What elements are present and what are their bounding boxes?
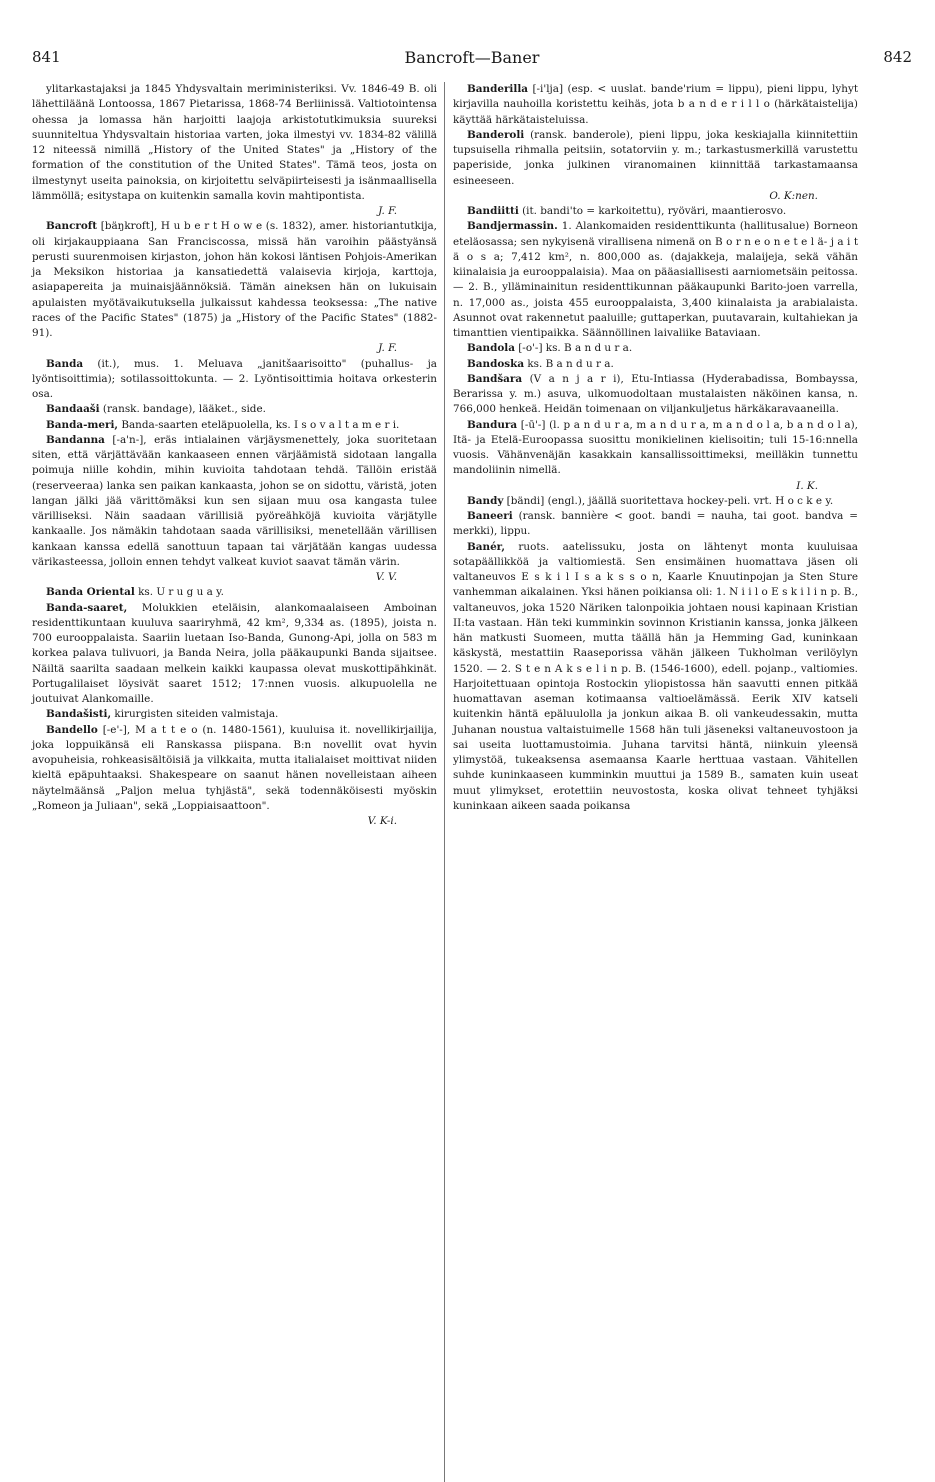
- headword: Banderoli: [467, 128, 525, 141]
- entry-banda-meri: Banda-meri, Banda-saarten eteläpuolella, ks. I s o v a l t a m e r i.: [46, 418, 400, 431]
- signature: J. F.: [378, 342, 397, 355]
- headword: Banér,: [467, 540, 506, 553]
- signature: I. K.: [796, 479, 818, 492]
- entry-banda: Banda (it.), mus. 1. Meluava „janitšaarisoitto" (puhallus- ja lyöntisoittimia); sotilassoittokunta. — 2. Lyöntisoittimia hoitava orkesterin osa.: [32, 357, 437, 400]
- entry-bandiitti: Bandiitti (it. bandi'to = karkoitettu), ryöväri, maantierosvo.: [467, 205, 787, 217]
- headword: Banda-meri,: [46, 418, 119, 431]
- headword: Bandura: [467, 418, 518, 431]
- headword: Bandjermassin.: [467, 220, 558, 233]
- signature: O. K:nen.: [769, 189, 818, 202]
- signature: V. V.: [375, 571, 397, 583]
- entry-bandoska: Bandoska ks. B a n d u r a.: [467, 357, 614, 370]
- running-title: Bancroft—Baner: [404, 48, 540, 67]
- left-column: [32, 82, 437, 829]
- headword: Bandy: [467, 494, 504, 507]
- signature: J. F.: [378, 205, 397, 217]
- headword: Banda Oriental: [46, 586, 135, 599]
- entry-bandura: Bandura [-ū'-] (l. p a n d u r a, m a n d u r a, m a n d o l a, b a n d o l a), Itä- ja Etelä-Euroopassa suosittu monikielinen kielisoitin; tuli 15-16:nnella vuosis. Vähänvenäjän kasakkain kansallissoittimeksi, meilläkin tunnettu mandoliinin nimellä.: [453, 418, 858, 477]
- entry-bandola: Bandola [-o'-] ks. B a n d u r a.: [467, 342, 633, 355]
- headword: Bandoska: [467, 357, 525, 370]
- entry-banderoli: Banderoli (ransk. banderole), pieni lippu, joka keskiajalla kiinnitettiin tupsuisella rihmalla peitsiin, sotatorviin y. m.; tarkastusmerkillä varustettu paperiside, jonka julkinen viranomainen kiinnittää tarkastamaansa esineeseen.: [453, 128, 858, 187]
- entry-bandaasi: Bandaaši (ransk. bandage), lääket., side.: [46, 403, 266, 416]
- entry-bandanna: Bandanna [-a'n-], eräs intialainen värjäysmenettely, joka suoritetaan siten, että värjättävään kankaaseen ennen värjäämistä sidotaan langalla poimuja niille kohdin, mihin kuvioita tahdotaan tehdä. Tällöin eristää (reserveeraa) lanka sen paikan kankaasta, johon se on sidottu, väristä, joten langan jälki jää värittömäksi kun sen sijaan muu osa kangasta tulee värilliseksi. Näin saadaan värillisiä pyöreähköjä kuvioita värjätylle kankaalle. Jos nämäkin tahdotaan saada värillisiksi, menetellään värillisen kankaan kanssa edellä sanottuun tapaan tai värjätään kangas uudessa värikasteessa, jolloin ennen tehdyt valkeat kuviot saavat tämän värin.: [32, 433, 437, 568]
- headword: Bandello: [46, 723, 98, 736]
- page-number-left: 841: [32, 48, 61, 66]
- headword: Banda-saaret,: [46, 601, 128, 614]
- headword: Bandola: [467, 342, 515, 355]
- entry-banderilla: Banderilla [-i'lja] (esp. < uuslat. bande'rium = lippu), pieni lippu, lyhyt kirjavilla nauhoilla koristettu keihäs, jota b a n d e r i l l o (härkätaistelija) käyttää härkätaisteluissa.: [453, 83, 858, 126]
- headword: Bandiitti: [467, 205, 519, 217]
- right-column: [453, 82, 858, 814]
- headword: Banderilla: [467, 83, 528, 95]
- headword: Bandaaši: [46, 403, 100, 416]
- entry-bandasisti: Bandašisti, kirurgisten siteiden valmistaja.: [46, 708, 279, 721]
- entry-bandsara: Bandšara (V a n j a r i), Etu-Intiassa (Hyderabadissa, Bombayssa, Berarissa y. m.) asuva, ulkomuodoltaan mustalaisten näköinen kansa, n. 766,000 henkeä. Heidän toimenaan on viljankuljetus härkäkaravaaneilla.: [453, 372, 858, 416]
- headword: Bandšara: [467, 372, 523, 385]
- entry-baneeri: Baneeri (ransk. bannière < goot. bandi = nauha, tai goot. bandva = merkki), lippu.: [453, 510, 858, 538]
- entry-bandy: Bandy [bändi] (engl.), jäällä suoritettava hockey-peli. vrt. H o c k e y.: [467, 494, 834, 507]
- entry-banda-saaret: Banda-saaret, Molukkien eteläisin, alankomaalaiseen Amboinan residenttikuntaan kuuluva saariryhmä, 42 km², 9,334 as. (1895), joista n. 700 eurooppalaista. Saariin luetaan Iso-Banda, Gunong-Api, jolla on 583 m korkea palava tulivuori, ja Banda Neira, jolla pääkaupunki Banda sijaitsee. Näiltä saarilta saadaan melkein kaikki kaupassa olevat muskottipähkinät. Portugalilaiset löysivät saaret 1512; 17:nnen vuosis. alkupuolella ne joutuivat Alankomaille.: [32, 601, 437, 705]
- entry-baner: Banér, ruots. aatelissuku, josta on lähtenyt monta kuuluisaa sotapäällikköä ja valtiomiestä. Sen ensimäinen huomattava jäsen oli valtaneuvos E s k i l I s a k s s o n, Kaarle Knuutinpojan ja Sten Sture vanhemman aikalainen. Yksi hänen poikiansa oli: 1. N i i l o E s k i l i n p. B., valtaneuvos, joka 1520 Näriken talonpoikia johtaen nousi kapinaan Kristian II:ta vastaan. Hän teki kumminkin sovinnon Kristianin kanssa, jonka jälkeen hän matkusti Suomeen, mutta täällä hän ja Hemming Gad, kuninkaan käskystä, mestattiin Raaseporissa vähän jälkeen Tukholman verilöylyn 1520. — 2. S t e n A k s e l i n p. B. (1546-1600), edell. pojanp., valtiomies. Harjoitettuaan opintoja Rostockin yliopistossa hän saavutti ennen pitkää huomattavan aseman kotimaansa valtioelämässä. Eerik XIV katseli kuitenkin häntä epäluulolla ja jonkun aikaa B. oli vankeudessakin, mutta Juhanan noustua valtaistuimelle 1568 hän tuli jäseneksi valtaneuvostoon ja sai useita luottamustoimia. Juhana tarvitsi häntä, niinkuin yleensä ylimystöä, tukeaksensa asemaansa Kaarle herttuaa vastaan. Vähitellen suhde kuninkaaseen kumminkin muuttui ja 1589 B., samaten kuin useat muut ylimykset, erotettiin neuvostosta, koska olivat tehneet tyhjäksi kuninkaan aikeen saada poikansa: [453, 540, 858, 812]
- entry-bancroft-george-cont: ylitarkastajaksi ja 1845 Yhdysvaltain meriministeriksi. Vv. 1846-49 B. oli lähettiläänä Lontoossa, 1867 Pietarissa, 1868-74 Berliinissä. Valtiotointensa ohessa ja lomassa hän harjoitti laajoja arkistotutkimuksia suureksi suunniteltua Yhdysvaltain historiaa varten, joka ilmestyi vv. 1834-82 välillä 12 niteessä nimillä „History of the United States" ja „History of the formation of the constitution of the United States". Tämä teos, josta on ilmestynyt useita painoksia, on kirjoitettu selväpiirteisesti ja isänmaallisella lämmöllä; esitystapa on kuitenkin samalla kovin mahtipontista.: [32, 83, 437, 202]
- entry-bandjermassin: Bandjermassin. 1. Alankomaiden residenttikunta (hallitusalue) Borneon eteläosassa; sen nykyisenä virallisena nimenä on B o r n e o n e t e l ä- j a i t ä o s a; 7,412 km², n. 800,000 as. (dajakkeja, malaijeja, sekä vähän kiinalaisia ja eurooppalaisia). Maa on pääasiallisesti aarniometsäin peitossa. — 2. B., ylläminainitun residenttikunnan pääkaupunki Barito-joen varrella, n. 17,000 as., joista 455 eurooppalaista, 3,400 kiinalaista ja arabialaista. Asunnot ovat rakennetut paaluille; guttaperkan, puutavarain, kultahiekan ja timanttien vientipaikka. Säännöllinen laivaliike Bataviaan.: [453, 220, 858, 339]
- headword: Bandašisti,: [46, 708, 112, 721]
- entry-bandello: Bandello [-e'-], M a t t e o (n. 1480-1561), kuuluisa it. novellikirjailija, joka loppuikänsä eli Ranskassa piispana. B:n novellit ovat hyvin avopuheisia, rohkeasisältöisiä ja vilkkaita, mutta italialaiset moittivat niiden kieltä epäpuhtaaksi. Shakespeare on saanut hänen novelleistaan aiheen näytelmäänsä „Paljon melua tyhjästä", sekä todennäköisesti myöskin „Romeon ja Juliaan", sekä „Loppiaisaattoon".: [32, 723, 437, 812]
- headword: Baneeri: [467, 510, 513, 522]
- page-number-right: 842: [883, 48, 912, 66]
- headword: Bancroft: [46, 220, 98, 233]
- entry-bancroft-hubert: Bancroft [bäŋkroft], H u b e r t H o w e (s. 1832), amer. historiantutkija, oli kirjakauppiaana San Franciscossa, missä hän varoihin päästyänsä perusti suurenmoisen kirjaston, johon hän kokosi läntisen Pohjois-Amerikan ja Meksikon historiaa ja kansatiedettä valaisevia kirjoja, karttoja, asiapapereita ja muinaisjäännöksiä. Tämän aineksen hän on lukuisain apulaisten myötävaikutuksella julkaissut kahdessa teoksessa: „The native races of the Pacific States" (1875) ja „History of the Pacific States" (1882-91).: [32, 220, 437, 339]
- signature: V. K-i.: [367, 815, 397, 827]
- entry-banda-oriental: Banda Oriental ks. U r u g u a y.: [46, 586, 224, 599]
- column-divider: [444, 82, 445, 1482]
- page-header: [32, 48, 912, 72]
- headword: Banda: [46, 357, 84, 370]
- headword: Bandanna: [46, 433, 105, 446]
